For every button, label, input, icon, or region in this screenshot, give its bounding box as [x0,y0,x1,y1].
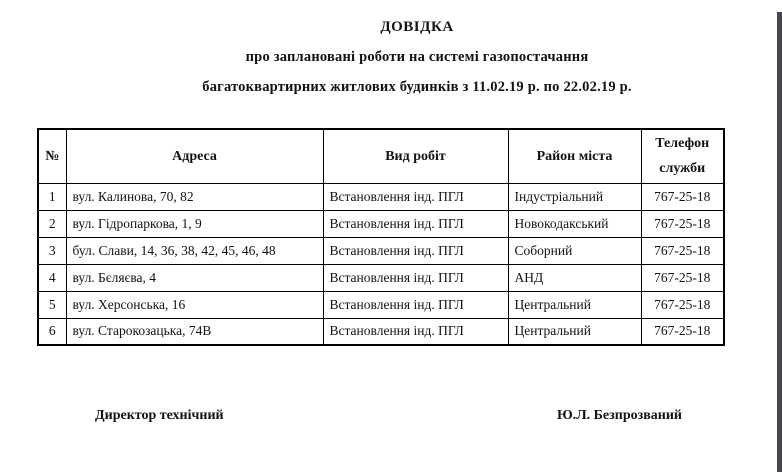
cell-number: 3 [38,237,66,264]
table-row [38,291,724,318]
cell-district: Центральний [508,318,641,345]
table-row [38,264,724,291]
cell-number: 4 [38,264,66,291]
cell-work-type: Встановлення інд. ПГЛ [323,237,508,264]
cell-address: вул. Калинова, 70, 82 [66,183,323,210]
table-header-row [38,129,724,183]
table-row [38,210,724,237]
col-header-work-type: Вид робіт [323,129,508,183]
signature-name: Ю.Л. Безпрозваний [556,408,682,423]
document-heading [0,12,782,102]
table-row [38,183,724,210]
cell-address: вул. Гідропаркова, 1, 9 [66,210,323,237]
col-header-number: № [38,129,66,183]
signature-row [0,408,782,424]
cell-district: Соборний [508,237,641,264]
cell-district: АНД [508,264,641,291]
cell-phone: 767-25-18 [641,264,724,291]
cell-phone: 767-25-18 [641,210,724,237]
signature-position: Директор технічний [95,408,224,423]
cell-work-type: Встановлення інд. ПГЛ [323,264,508,291]
col-header-phone: Телефон служби [641,129,724,183]
cell-work-type: Встановлення інд. ПГЛ [323,183,508,210]
col-header-district: Район міста [508,129,641,183]
cell-phone: 767-25-18 [641,318,724,345]
cell-number: 2 [38,210,66,237]
cell-number: 5 [38,291,66,318]
cell-work-type: Встановлення інд. ПГЛ [323,210,508,237]
cell-address: вул. Старокозацька, 74В [66,318,323,345]
document-subtitle-line-2: багатоквартирних житлових будинків з 11.02.19 р. по 22.02.19 р. [202,79,632,95]
cell-phone: 767-25-18 [641,183,724,210]
table-row [38,318,724,345]
document-title: ДОВІДКА [380,19,454,35]
table-row [38,237,724,264]
cell-phone: 767-25-18 [641,291,724,318]
cell-address: вул. Бєляєва, 4 [66,264,323,291]
cell-district: Індустріальний [508,183,641,210]
cell-work-type: Встановлення інд. ПГЛ [323,291,508,318]
document-page [0,12,782,424]
cell-address: вул. Херсонська, 16 [66,291,323,318]
document-subtitle-line-1: про заплановані роботи на системі газопостачання [245,49,589,65]
cell-district: Центральний [508,291,641,318]
viewer-edge-strip [777,12,782,472]
cell-phone: 767-25-18 [641,237,724,264]
cell-address: бул. Слави, 14, 36, 38, 42, 45, 46, 48 [66,237,323,264]
planned-works-table [37,128,725,346]
cell-district: Новокодакський [508,210,641,237]
col-header-address: Адреса [66,129,323,183]
cell-number: 6 [38,318,66,345]
cell-work-type: Встановлення інд. ПГЛ [323,318,508,345]
cell-number: 1 [38,183,66,210]
